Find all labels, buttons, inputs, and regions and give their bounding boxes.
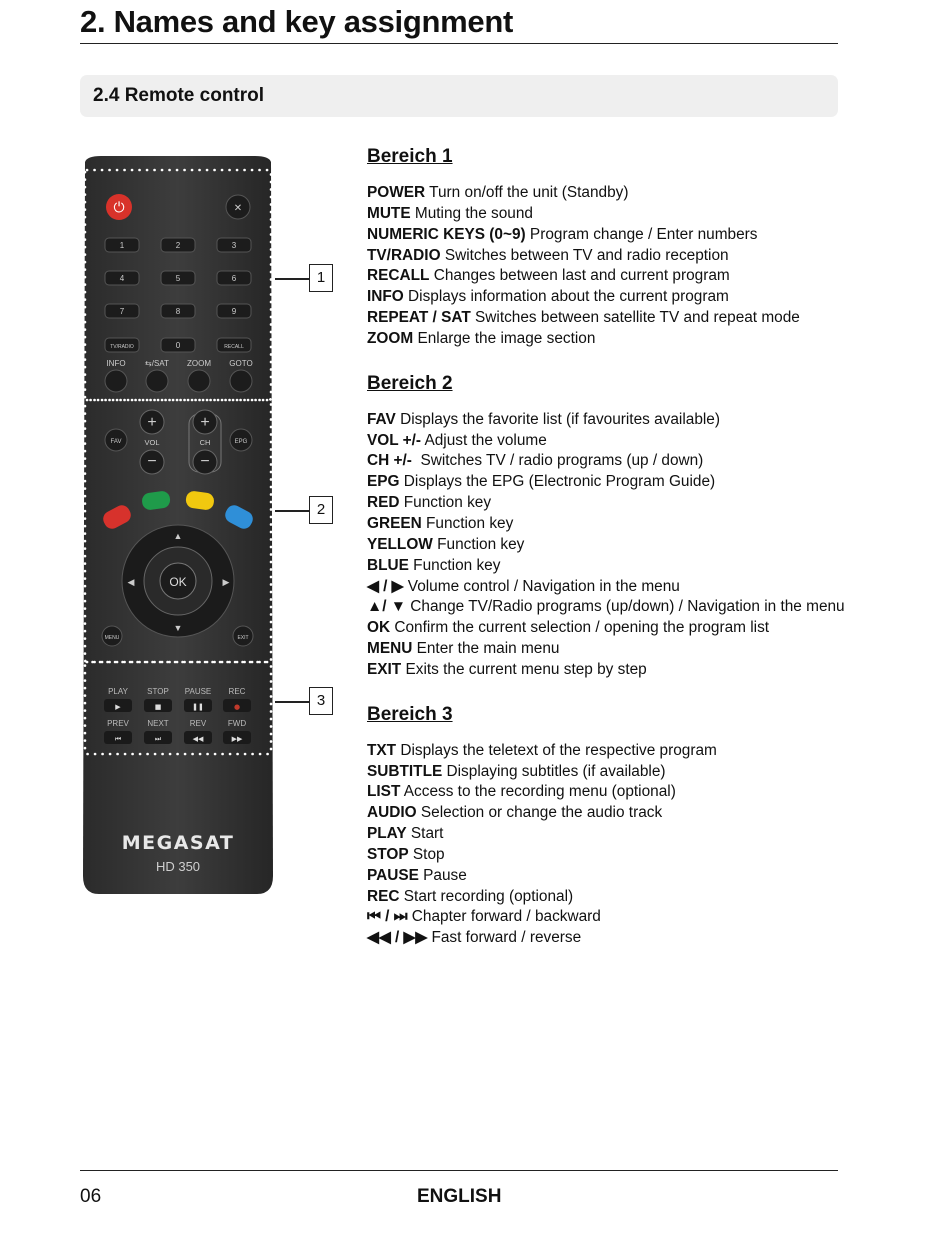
section-title: Bereich 1 xyxy=(367,146,453,167)
svg-text:RECALL: RECALL xyxy=(224,344,244,350)
svg-text:INFO: INFO xyxy=(106,359,126,368)
svg-text:▶▶: ▶▶ xyxy=(231,735,243,743)
key-description: Switches between satellite TV and repeat mode xyxy=(470,309,800,327)
section-bereich-1 xyxy=(367,146,927,350)
key-entry xyxy=(367,577,927,598)
svg-text:1: 1 xyxy=(119,241,125,250)
key-entry xyxy=(367,308,927,329)
remote-control-illustration xyxy=(81,156,275,896)
entries xyxy=(367,183,927,350)
key-description: Displays information about the current program xyxy=(403,288,729,306)
key-name: TV/RADIO xyxy=(367,246,441,264)
key-name: ZOOM xyxy=(367,329,414,347)
key-description: Enlarge the image section xyxy=(413,329,596,347)
key-description: Program change / Enter numbers xyxy=(525,225,758,243)
key-description: Displays the favorite list (if favourites available) xyxy=(395,410,720,428)
key-entry xyxy=(367,824,927,845)
svg-text:▲: ▲ xyxy=(173,531,183,541)
key-entry xyxy=(367,762,927,783)
key-name: PLAY xyxy=(367,825,407,843)
svg-text:❚❚: ❚❚ xyxy=(192,703,204,711)
svg-text:◀◀: ◀◀ xyxy=(192,735,204,743)
svg-text:PAUSE: PAUSE xyxy=(184,687,212,696)
key-entry xyxy=(367,535,927,556)
key-name: EPG xyxy=(367,473,400,491)
svg-text:STOP: STOP xyxy=(147,687,169,696)
svg-text:0: 0 xyxy=(175,341,181,350)
svg-text:+: + xyxy=(147,414,157,431)
page-title: 2. Names and key assignment xyxy=(80,4,513,39)
svg-text:−: − xyxy=(200,453,210,470)
key-name: AUDIO xyxy=(367,804,417,822)
page-number: 06 xyxy=(80,1186,102,1207)
svg-text:⏻: ⏻ xyxy=(113,200,125,216)
svg-text:VOL: VOL xyxy=(144,438,160,447)
key-description: Displays the teletext of the respective program xyxy=(396,741,717,759)
key-entry xyxy=(367,266,927,287)
key-description: Adjust the volume xyxy=(421,431,547,449)
key-description: Function key xyxy=(408,556,501,574)
key-description: Displays the EPG (Electronic Program Guide) xyxy=(399,473,716,491)
key-name: ⏮ / ⏭ xyxy=(367,908,408,926)
key-description: Displaying subtitles (if available) xyxy=(442,762,666,780)
key-name: RED xyxy=(367,494,400,512)
callout-box-2: 2 xyxy=(309,496,333,524)
svg-text:REV: REV xyxy=(189,719,207,728)
svg-text:◀: ◀ xyxy=(127,577,135,587)
svg-text:ZOOM: ZOOM xyxy=(187,359,211,368)
svg-text:▼: ▼ xyxy=(173,623,183,633)
key-name: ▲/ ▼ xyxy=(367,598,407,616)
key-entry xyxy=(367,410,927,431)
key-entry xyxy=(367,928,927,949)
key-description: Selection or change the audio track xyxy=(416,804,663,822)
entries xyxy=(367,741,927,949)
key-entry xyxy=(367,225,927,246)
key-entry xyxy=(367,204,927,225)
key-name: POWER xyxy=(367,184,426,201)
key-entry xyxy=(367,493,927,514)
key-name: ◀◀ / ▶▶ xyxy=(367,929,428,947)
footer-language: ENGLISH xyxy=(417,1186,502,1207)
svg-text:HD 350: HD 350 xyxy=(155,859,201,874)
key-description: Access to the recording menu (optional) xyxy=(400,783,676,801)
key-description: Confirm the current selection / opening the program list xyxy=(390,619,770,637)
svg-text:6: 6 xyxy=(231,274,237,283)
svg-text:−: − xyxy=(147,453,157,470)
key-description: Start recording (optional) xyxy=(399,887,574,905)
key-assignment-list xyxy=(367,146,927,949)
key-entry xyxy=(367,556,927,577)
svg-text:2: 2 xyxy=(175,241,181,250)
key-name: FAV xyxy=(367,410,396,428)
key-entry xyxy=(367,472,927,493)
key-name: EXIT xyxy=(367,660,402,678)
key-description: Function key xyxy=(432,535,525,553)
key-entry xyxy=(367,782,927,803)
key-description: Exits the current menu step by step xyxy=(401,660,647,678)
svg-text:✕: ✕ xyxy=(233,203,243,214)
key-name: YELLOW xyxy=(367,535,433,553)
key-entry xyxy=(367,741,927,762)
svg-text:⏭: ⏭ xyxy=(154,735,162,743)
title-rule xyxy=(80,43,838,44)
key-description: Switches TV / radio programs (up / down) xyxy=(411,452,704,470)
footer-rule xyxy=(80,1170,838,1171)
key-name: STOP xyxy=(367,845,409,863)
key-name: VOL +/- xyxy=(367,431,422,449)
svg-text:TV/RADIO: TV/RADIO xyxy=(110,344,134,350)
svg-text:⇆/SAT: ⇆/SAT xyxy=(145,359,169,368)
key-entry xyxy=(367,431,927,452)
callout-box-3: 3 xyxy=(309,687,333,715)
key-name: INFO xyxy=(367,288,404,306)
key-name: SUBTITLE xyxy=(367,762,443,780)
svg-text:REC: REC xyxy=(228,687,246,696)
section-bereich-2 xyxy=(367,373,927,681)
key-description: Chapter forward / backward xyxy=(407,908,601,926)
key-name: GREEN xyxy=(367,514,422,532)
key-entry xyxy=(367,866,927,887)
key-description: Start xyxy=(406,825,444,843)
svg-text:7: 7 xyxy=(119,307,125,316)
key-entry xyxy=(367,514,927,535)
key-name: LIST xyxy=(367,783,401,801)
key-entry xyxy=(367,329,927,350)
key-description: Function key xyxy=(399,494,492,512)
svg-text:●: ● xyxy=(233,703,241,711)
callout-line-2 xyxy=(275,510,309,512)
section-header-bar xyxy=(80,75,838,117)
key-entry xyxy=(367,183,927,204)
key-entry xyxy=(367,246,927,267)
svg-text:5: 5 xyxy=(175,274,181,283)
key-name: TXT xyxy=(367,741,397,759)
key-name: PAUSE xyxy=(367,866,419,884)
key-entry xyxy=(367,287,927,308)
key-entry xyxy=(367,907,927,928)
svg-text:8: 8 xyxy=(175,307,181,316)
key-entry xyxy=(367,803,927,824)
callout-box-1: 1 xyxy=(309,264,333,292)
svg-text:OK: OK xyxy=(169,575,187,589)
svg-text:▶: ▶ xyxy=(222,577,230,587)
key-name: RECALL xyxy=(367,267,430,285)
section-title: Bereich 3 xyxy=(367,703,453,725)
key-entry xyxy=(367,618,927,639)
key-description: Change TV/Radio programs (up/down) / Navigation in the menu xyxy=(406,598,845,616)
callout-line-1 xyxy=(275,278,309,280)
section-title: Bereich 2 xyxy=(367,372,453,394)
key-name: MENU xyxy=(367,640,413,658)
svg-text:EXIT: EXIT xyxy=(237,635,249,641)
svg-text:PREV: PREV xyxy=(107,719,129,728)
svg-text:■: ■ xyxy=(154,703,162,711)
svg-text:+: + xyxy=(200,414,210,431)
svg-text:⏮: ⏮ xyxy=(114,735,122,743)
svg-text:CH: CH xyxy=(199,438,211,447)
svg-text:MENU: MENU xyxy=(104,635,120,641)
key-description: Changes between last and current program xyxy=(429,267,730,285)
key-name: REPEAT / SAT xyxy=(367,309,471,327)
key-description: Volume control / Navigation in the menu xyxy=(403,577,680,595)
svg-text:PLAY: PLAY xyxy=(108,687,128,696)
svg-text:EPG: EPG xyxy=(234,439,248,445)
key-description: Fast forward / reverse xyxy=(427,929,582,947)
key-description: Turn on/off the unit (Standby) xyxy=(425,184,629,201)
key-name: ◀ / ▶ xyxy=(367,577,404,595)
svg-text:NEXT: NEXT xyxy=(147,719,169,728)
key-name: BLUE xyxy=(367,556,409,574)
callout-line-3 xyxy=(275,701,309,703)
key-description: Pause xyxy=(418,866,467,884)
key-entry xyxy=(367,845,927,866)
key-name: MUTE xyxy=(367,204,411,222)
key-description: Function key xyxy=(421,514,514,532)
key-name: NUMERIC KEYS (0~9) xyxy=(367,225,526,243)
key-entry xyxy=(367,639,927,660)
section-bereich-3 xyxy=(367,704,927,949)
key-entry xyxy=(367,887,927,908)
key-description: Enter the main menu xyxy=(412,640,560,658)
svg-text:FAV: FAV xyxy=(110,439,122,445)
svg-text:▶: ▶ xyxy=(115,703,121,711)
svg-text:4: 4 xyxy=(119,274,125,283)
key-description: Stop xyxy=(408,845,445,863)
entries xyxy=(367,410,927,681)
key-description: Muting the sound xyxy=(410,204,533,222)
svg-text:3: 3 xyxy=(231,241,237,250)
key-name: CH +/- xyxy=(367,452,412,470)
section-title: 2.4 Remote control xyxy=(93,85,265,106)
key-description: Switches between TV and radio reception xyxy=(440,246,729,264)
key-entry xyxy=(367,451,927,472)
key-name: OK xyxy=(367,619,391,637)
key-entry xyxy=(367,597,927,618)
svg-text:MEGASAT: MEGASAT xyxy=(121,832,235,854)
svg-text:9: 9 xyxy=(231,307,237,316)
key-name: REC xyxy=(367,887,400,905)
key-entry xyxy=(367,660,927,681)
svg-text:GOTO: GOTO xyxy=(229,359,253,368)
svg-text:FWD: FWD xyxy=(227,719,247,728)
